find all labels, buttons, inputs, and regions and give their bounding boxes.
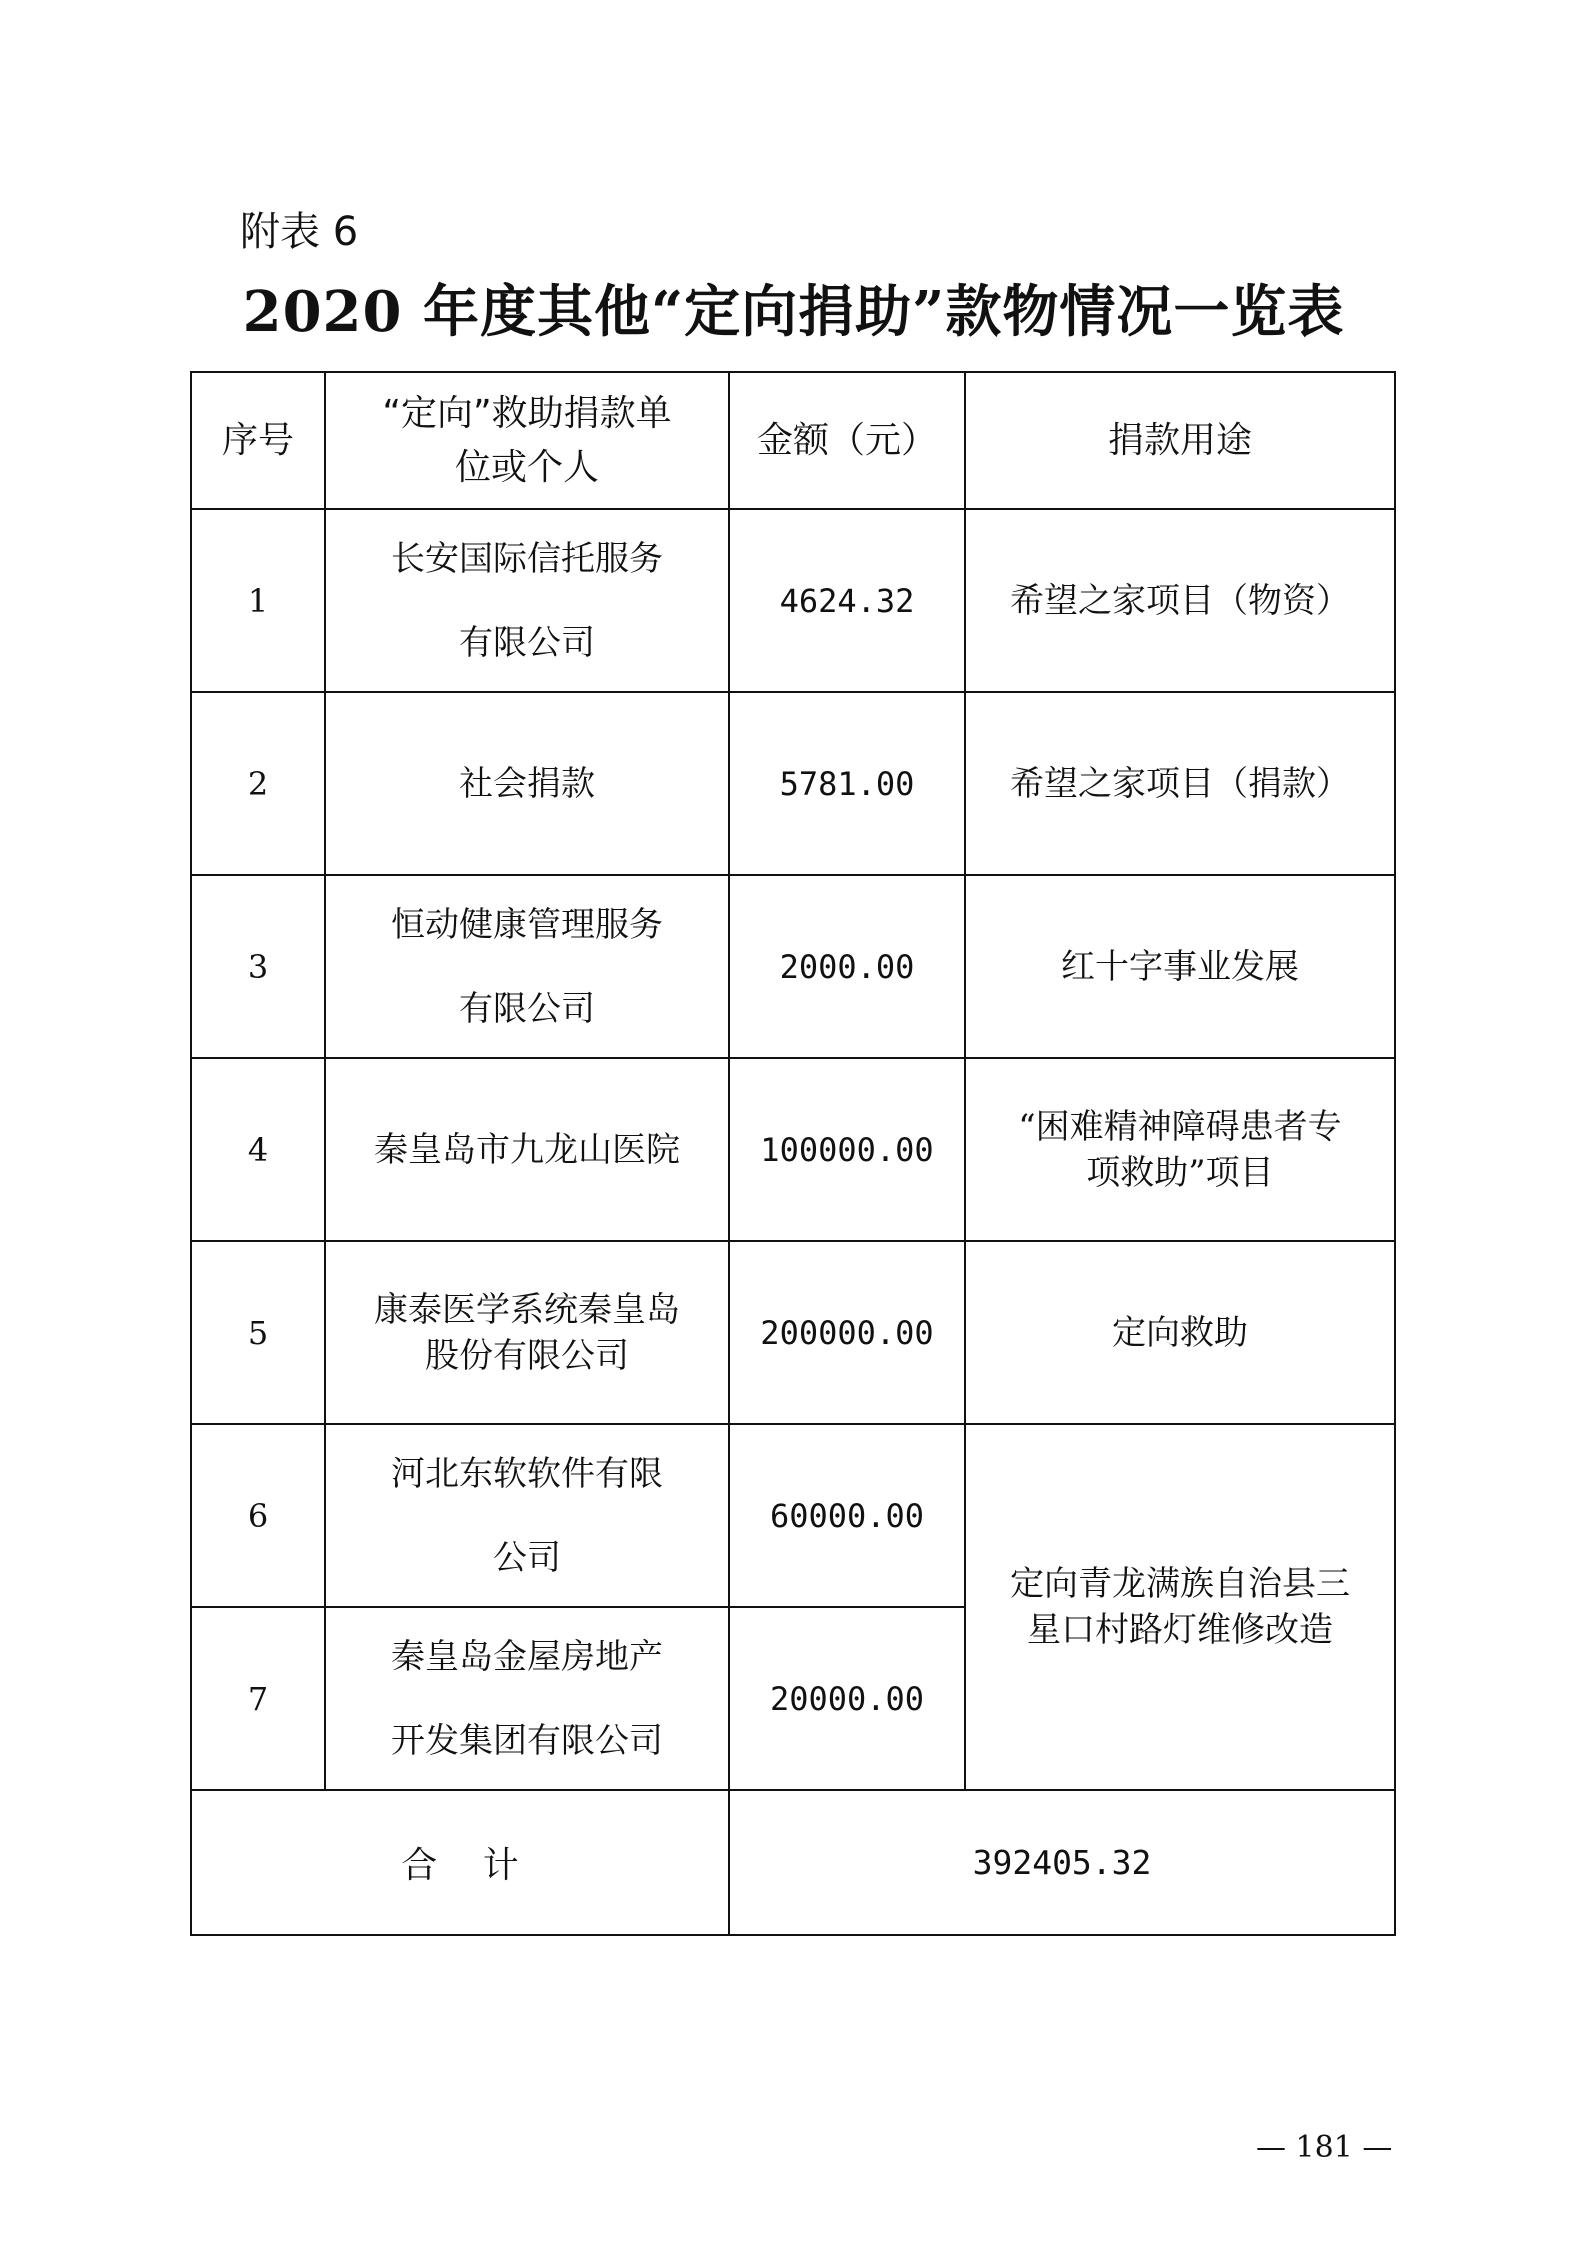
row-usage bbox=[965, 509, 1395, 692]
table-header-row bbox=[191, 372, 1395, 509]
table-row bbox=[191, 509, 1395, 692]
row-donor-line: 开发集团有限公司 bbox=[391, 1720, 663, 1761]
header-donor bbox=[325, 372, 729, 509]
row-donor-line: 恒动健康管理服务 bbox=[391, 904, 663, 945]
row-seq: 3 bbox=[191, 875, 325, 1058]
row-amount: 200000.00 bbox=[729, 1241, 965, 1424]
row-donor-line: 秦皇岛金屋房地产 bbox=[391, 1636, 663, 1677]
header-seq: 序号 bbox=[191, 372, 325, 509]
row-usage-line: 项救助”项目 bbox=[1086, 1152, 1274, 1193]
page-number: — 181 — bbox=[1256, 2130, 1393, 2165]
appendix-label: 附表 6 bbox=[240, 209, 359, 255]
table-row bbox=[191, 875, 1395, 1058]
total-label: 合 计 bbox=[191, 1790, 729, 1935]
donation-table bbox=[190, 371, 1396, 1936]
row-donor-line: 长安国际信托服务 bbox=[391, 538, 663, 579]
row-donor-line: 秦皇岛市九龙山医院 bbox=[374, 1129, 680, 1170]
row-usage bbox=[965, 692, 1395, 875]
row-donor bbox=[325, 1058, 729, 1241]
row-usage-line: 定向救助 bbox=[1112, 1312, 1248, 1353]
row-donor bbox=[325, 1607, 729, 1790]
row-usage bbox=[965, 1241, 1395, 1424]
document-title: 2020 年度其他“定向捐助”款物情况一览表 bbox=[242, 279, 1345, 345]
merged-usage-line: 星口村路灯维修改造 bbox=[1027, 1610, 1333, 1650]
row-donor-line: 康泰医学系统秦皇岛 bbox=[374, 1289, 680, 1330]
merged-usage-cell bbox=[965, 1424, 1395, 1790]
header-usage: 捐款用途 bbox=[965, 372, 1395, 509]
row-usage-line: 红十字事业发展 bbox=[1061, 946, 1299, 987]
row-seq: 7 bbox=[191, 1607, 325, 1790]
row-donor bbox=[325, 1424, 729, 1607]
row-amount: 60000.00 bbox=[729, 1424, 965, 1607]
row-donor-line: 社会捐款 bbox=[459, 763, 595, 804]
row-seq: 1 bbox=[191, 509, 325, 692]
total-row bbox=[191, 1790, 1395, 1935]
row-usage-line: 希望之家项目（物资） bbox=[1010, 580, 1350, 621]
row-donor bbox=[325, 875, 729, 1058]
row-seq: 2 bbox=[191, 692, 325, 875]
total-amount: 392405.32 bbox=[729, 1790, 1395, 1935]
table-row bbox=[191, 1424, 1395, 1607]
row-amount: 100000.00 bbox=[729, 1058, 965, 1241]
row-seq: 6 bbox=[191, 1424, 325, 1607]
row-donor-line: 股份有限公司 bbox=[425, 1335, 629, 1376]
row-donor bbox=[325, 1241, 729, 1424]
row-usage bbox=[965, 875, 1395, 1058]
header-amount: 金额（元） bbox=[729, 372, 965, 509]
row-donor-line: 公司 bbox=[493, 1537, 561, 1578]
table-row bbox=[191, 1241, 1395, 1424]
row-donor bbox=[325, 692, 729, 875]
row-donor-line: 有限公司 bbox=[459, 988, 595, 1029]
row-amount: 5781.00 bbox=[729, 692, 965, 875]
header-donor-line-2: 位或个人 bbox=[454, 446, 599, 488]
row-usage bbox=[965, 1058, 1395, 1241]
table-row bbox=[191, 1058, 1395, 1241]
row-usage-line: 希望之家项目（捐款） bbox=[1010, 763, 1350, 804]
row-seq: 4 bbox=[191, 1058, 325, 1241]
row-amount: 2000.00 bbox=[729, 875, 965, 1058]
row-donor-line: 有限公司 bbox=[459, 622, 595, 663]
row-donor bbox=[325, 509, 729, 692]
row-seq: 5 bbox=[191, 1241, 325, 1424]
row-amount: 4624.32 bbox=[729, 509, 965, 692]
row-usage-line: “困难精神障碍患者专 bbox=[1018, 1106, 1342, 1147]
header-donor-line-1: “定向”救助捐款单 bbox=[382, 392, 672, 434]
table-row bbox=[191, 692, 1395, 875]
row-amount: 20000.00 bbox=[729, 1607, 965, 1790]
row-donor-line: 河北东软软件有限 bbox=[391, 1453, 663, 1494]
merged-usage-line: 定向青龙满族自治县三 bbox=[1010, 1564, 1350, 1604]
